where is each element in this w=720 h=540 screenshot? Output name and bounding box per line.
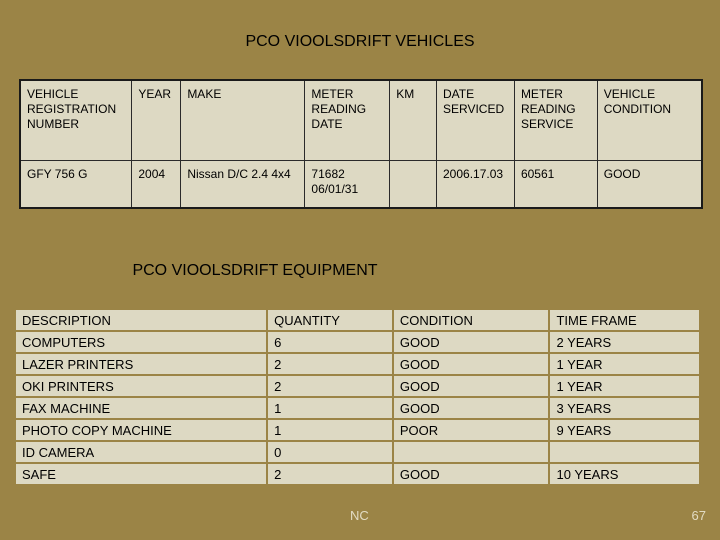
header-year: YEAR: [132, 80, 181, 161]
header-km: KM: [390, 80, 437, 161]
cell-meter-reading: [305, 161, 390, 209]
equipment-quantity: 2: [267, 375, 393, 397]
equipment-row: [15, 353, 700, 375]
header-meter-reading-service: METER READING SERVICE: [514, 80, 597, 161]
footer-label: NC: [350, 508, 369, 523]
equipment-quantity: 1: [267, 419, 393, 441]
vehicles-title: PCO VIOOLSDRIFT VEHICLES: [245, 33, 475, 50]
cell-meter-reading-service: 60561: [514, 161, 597, 209]
equipment-time-frame: 10 YEARS: [549, 463, 700, 485]
equipment-description: COMPUTERS: [15, 331, 267, 353]
equipment-time-frame: 9 YEARS: [549, 419, 700, 441]
equipment-row: [15, 441, 700, 463]
header-make: MAKE: [181, 80, 305, 161]
equipment-description: PHOTO COPY MACHINE: [15, 419, 267, 441]
equipment-time-frame: [549, 441, 700, 463]
equipment-table: [14, 308, 701, 486]
equipment-condition: [393, 441, 550, 463]
equipment-description: OKI PRINTERS: [15, 375, 267, 397]
equipment-time-frame: 3 YEARS: [549, 397, 700, 419]
header-quantity: QUANTITY: [267, 309, 393, 331]
equipment-quantity: 6: [267, 331, 393, 353]
meter-reading-date-value: 06/01/31: [311, 182, 359, 196]
equipment-row: [15, 419, 700, 441]
equipment-quantity: 1: [267, 397, 393, 419]
equipment-condition: GOOD: [393, 331, 550, 353]
meter-reading-value: 71682: [311, 167, 345, 181]
equipment-row: [15, 375, 700, 397]
equipment-condition: GOOD: [393, 463, 550, 485]
equipment-header-row: [15, 309, 700, 331]
equipment-description: FAX MACHINE: [15, 397, 267, 419]
vehicles-header-row: [20, 80, 702, 161]
header-vehicle-condition: VEHICLE CONDITION: [597, 80, 702, 161]
equipment-time-frame: 1 YEAR: [549, 353, 700, 375]
equipment-condition: POOR: [393, 419, 550, 441]
cell-make: Nissan D/C 2.4 4x4: [181, 161, 305, 209]
equipment-quantity: 0: [267, 441, 393, 463]
header-time-frame: TIME FRAME: [549, 309, 700, 331]
cell-km: [390, 161, 437, 209]
page-number: 67: [691, 508, 706, 523]
header-date-serviced: DATE SERVICED: [437, 80, 515, 161]
header-meter-reading-date: METER READING DATE: [305, 80, 390, 161]
equipment-time-frame: 1 YEAR: [549, 375, 700, 397]
equipment-row: [15, 331, 700, 353]
equipment-condition: GOOD: [393, 353, 550, 375]
header-condition: CONDITION: [393, 309, 550, 331]
cell-date-serviced: 2006.17.03: [437, 161, 515, 209]
equipment-title: PCO VIOOLSDRIFT EQUIPMENT: [132, 262, 378, 279]
equipment-description: LAZER PRINTERS: [15, 353, 267, 375]
equipment-quantity: 2: [267, 463, 393, 485]
header-description: DESCRIPTION: [15, 309, 267, 331]
cell-registration: GFY 756 G: [20, 161, 132, 209]
equipment-quantity: 2: [267, 353, 393, 375]
equipment-row: [15, 463, 700, 485]
vehicles-table: [19, 79, 703, 209]
cell-condition: GOOD: [597, 161, 702, 209]
cell-year: 2004: [132, 161, 181, 209]
equipment-row: [15, 397, 700, 419]
equipment-condition: GOOD: [393, 397, 550, 419]
equipment-time-frame: 2 YEARS: [549, 331, 700, 353]
equipment-condition: GOOD: [393, 375, 550, 397]
equipment-description: SAFE: [15, 463, 267, 485]
vehicle-row: [20, 161, 702, 209]
equipment-description: ID CAMERA: [15, 441, 267, 463]
header-registration: VEHICLE REGISTRATION NUMBER: [20, 80, 132, 161]
